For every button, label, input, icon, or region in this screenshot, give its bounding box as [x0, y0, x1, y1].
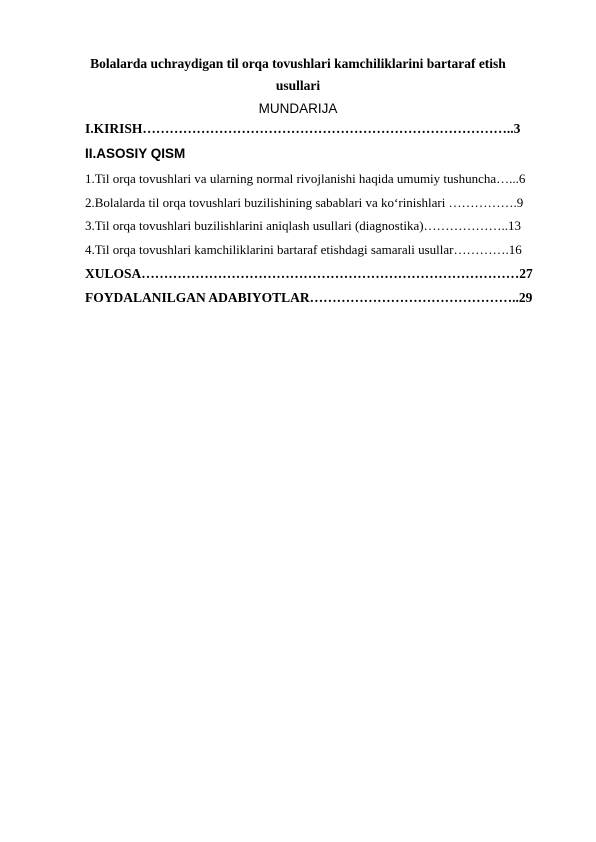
document-title-line-1: Bolalarda uchraydigan til orqa tovushlari kamchiliklarini bartaraf etish: [90, 56, 506, 71]
contents-heading: MUNDARIJA: [258, 101, 338, 116]
toc-entry-asosiy-qism: II.ASOSIY QISM: [85, 146, 186, 161]
toc-entry-kirish: I.KIRISH………………………………………………………………………..3: [85, 121, 521, 136]
toc-entry-section-3: 3.Til orqa tovushlari buzilishlarini aniqlash usullari (diagnostika)………………..13: [85, 218, 522, 233]
toc-entry-xulosa: XULOSA…………………………………………………………………………27: [85, 266, 533, 281]
toc-entry-adabiyotlar: FOYDALANILGAN ADABIYOTLAR………………………………………..29: [85, 290, 533, 305]
toc-entry-section-2: 2.Bolalarda til orqa tovushlari buzilishining sabablari va ko‘rinishlari …………….9: [85, 195, 524, 210]
toc-entry-section-4: 4.Til orqa tovushlari kamchiliklarini bartaraf etishdagi samarali usullar………….16: [85, 242, 522, 257]
document-title-line-2: usullari: [275, 78, 321, 93]
toc-entry-section-1: 1.Til orqa tovushlari va ularning normal rivojlanishi haqida umumiy tushuncha…...6: [85, 171, 526, 186]
